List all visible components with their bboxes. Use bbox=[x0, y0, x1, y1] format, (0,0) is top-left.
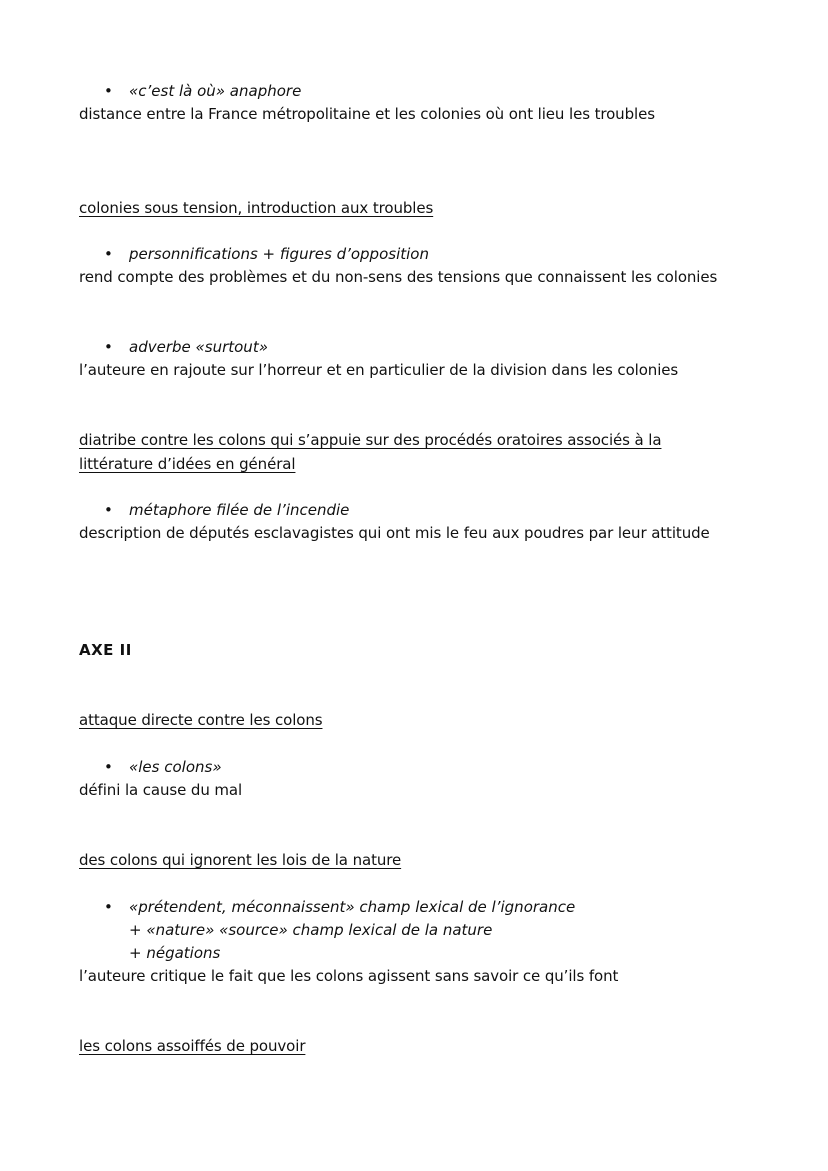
section-heading: diatribe contre les colons qui s’appuie sur des procédés oratoires associés à la bbox=[79, 431, 662, 449]
bullet-text: métaphore filée de l’incendie bbox=[129, 501, 350, 519]
list-item-pretendent bbox=[104, 897, 575, 917]
section-heading: attaque directe contre les colons bbox=[79, 711, 323, 729]
paragraph: défini la cause du mal bbox=[79, 781, 243, 799]
paragraph: distance entre la France métropolitaine et les colonies où ont lieu les troubles bbox=[79, 105, 655, 123]
bullet-icon: • bbox=[104, 338, 113, 356]
list-item-personnifications bbox=[104, 244, 429, 264]
bullet-text: personnifications + figures d’opposition bbox=[129, 245, 429, 263]
bullet-text: adverbe «surtout» bbox=[129, 338, 268, 356]
bullet-continuation: + négations bbox=[129, 944, 221, 962]
bullet-text: «c’est là où» anaphore bbox=[129, 82, 302, 100]
section-heading: les colons assoiffés de pouvoir bbox=[79, 1037, 306, 1055]
bullet-icon: • bbox=[104, 898, 113, 916]
bullet-icon: • bbox=[104, 501, 113, 519]
bullet-icon: • bbox=[104, 82, 113, 100]
paragraph: l’auteure critique le fait que les colons agissent sans savoir ce qu’ils font bbox=[79, 967, 619, 985]
axis-title: AXE II bbox=[79, 641, 132, 659]
bullet-continuation: + «nature» «source» champ lexical de la nature bbox=[129, 921, 493, 939]
list-item-les-colons bbox=[104, 757, 222, 777]
section-heading: des colons qui ignorent les lois de la nature bbox=[79, 851, 402, 869]
section-heading: colonies sous tension, introduction aux troubles bbox=[79, 199, 434, 217]
bullet-icon: • bbox=[104, 758, 113, 776]
bullet-text: «prétendent, méconnaissent» champ lexical de l’ignorance bbox=[129, 898, 576, 916]
list-item-metaphore bbox=[104, 500, 349, 520]
section-heading-continued: littérature d’idées en général bbox=[79, 455, 296, 473]
list-item-anaphore bbox=[104, 81, 301, 101]
bullet-icon: • bbox=[104, 245, 113, 263]
bullet-text: «les colons» bbox=[129, 758, 222, 776]
list-item-adverbe bbox=[104, 337, 268, 357]
paragraph: rend compte des problèmes et du non-sens des tensions que connaissent les colonies bbox=[79, 268, 718, 286]
paragraph: description de députés esclavagistes qui ont mis le feu aux poudres par leur attitude bbox=[79, 524, 710, 542]
paragraph: l’auteure en rajoute sur l’horreur et en particulier de la division dans les colonies bbox=[79, 361, 679, 379]
